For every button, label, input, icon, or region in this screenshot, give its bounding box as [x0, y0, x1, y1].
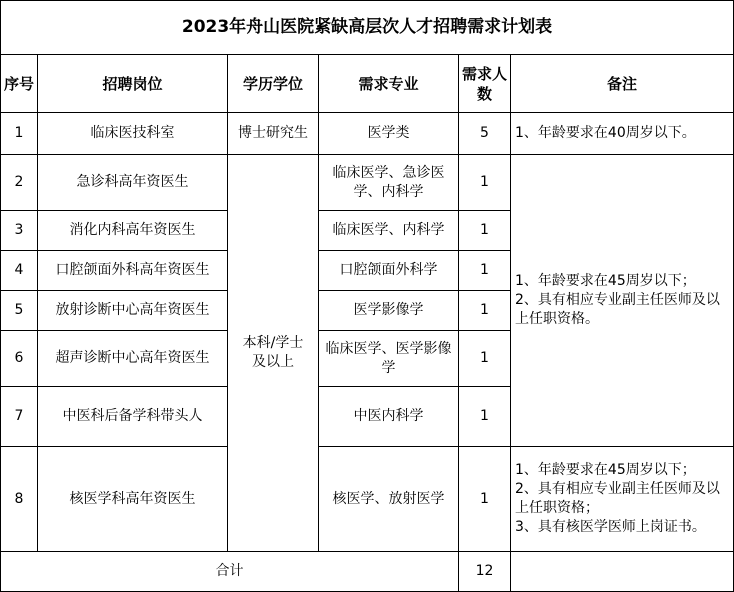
row-major: 临床医学、急诊医学、内科学: [319, 155, 459, 211]
remarks-senior: [511, 155, 734, 447]
table-row: [1, 113, 734, 155]
total-label: 合计: [1, 552, 459, 592]
table-row: [1, 447, 734, 552]
remark-line: 2、具有相应专业副主任医师及以上任职资格。: [515, 292, 720, 327]
header-major: 需求专业: [319, 55, 459, 113]
remark-line: 1、年龄要求在45周岁以下；: [515, 273, 696, 289]
table-title: 2023年舟山医院紧缺高层次人才招聘需求计划表: [1, 1, 734, 55]
total-remarks: [511, 552, 734, 592]
row-education: 博士研究生: [228, 113, 319, 155]
total-row: [1, 552, 734, 592]
row-major: 临床医学、医学影像学: [319, 331, 459, 387]
remark-line: 1、年龄要求在40周岁以下。: [515, 125, 696, 141]
row-index: 3: [1, 211, 38, 251]
row-position: 中医科后备学科带头人: [38, 387, 228, 447]
header-index: 序号: [1, 55, 38, 113]
header-row: [1, 55, 734, 113]
title-row: [1, 1, 734, 55]
header-count: 需求人数: [459, 55, 511, 113]
row-major: 医学类: [319, 113, 459, 155]
row-index: 4: [1, 251, 38, 291]
row-count: 1: [459, 447, 511, 552]
row-position: 放射诊断中心高年资医生: [38, 291, 228, 331]
row-major: 核医学、放射医学: [319, 447, 459, 552]
row-position: 口腔颌面外科高年资医生: [38, 251, 228, 291]
row-index: 2: [1, 155, 38, 211]
row-index: 8: [1, 447, 38, 552]
row-position: 超声诊断中心高年资医生: [38, 331, 228, 387]
header-remarks: 备注: [511, 55, 734, 113]
remark-line: 1、年龄要求在45周岁以下；: [515, 462, 696, 478]
remark-line: 2、具有相应专业副主任医师及以上任职资格；: [515, 481, 720, 516]
row-index: 7: [1, 387, 38, 447]
row-count: 1: [459, 331, 511, 387]
row-major: 中医内科学: [319, 387, 459, 447]
remarks-doctoral: [511, 113, 734, 155]
row-count: 1: [459, 155, 511, 211]
header-position: 招聘岗位: [38, 55, 228, 113]
row-count: 1: [459, 211, 511, 251]
row-count: 1: [459, 291, 511, 331]
row-index: 1: [1, 113, 38, 155]
remark-line: 3、具有核医学医师上岗证书。: [515, 519, 706, 535]
row-count: 1: [459, 387, 511, 447]
remarks-nuclear: [511, 447, 734, 552]
row-major: 医学影像学: [319, 291, 459, 331]
row-index: 6: [1, 331, 38, 387]
row-position: 消化内科高年资医生: [38, 211, 228, 251]
row-position: 核医学科高年资医生: [38, 447, 228, 552]
header-education: 学历学位: [228, 55, 319, 113]
row-position: 临床医技科室: [38, 113, 228, 155]
row-count: 1: [459, 251, 511, 291]
row-major: 临床医学、内科学: [319, 211, 459, 251]
shared-education: 本科/学士及以上: [228, 155, 319, 552]
row-major: 口腔颌面外科学: [319, 251, 459, 291]
row-index: 5: [1, 291, 38, 331]
row-count: 5: [459, 113, 511, 155]
total-count: 12: [459, 552, 511, 592]
table-row: [1, 155, 734, 211]
row-position: 急诊科高年资医生: [38, 155, 228, 211]
